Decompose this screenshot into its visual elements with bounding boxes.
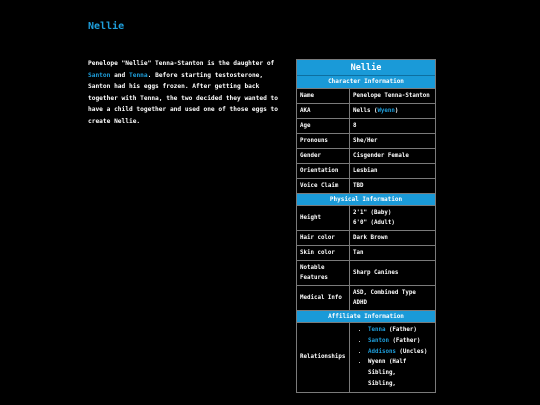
affiliate-info-header: Affiliate Information	[297, 310, 435, 322]
intro-text: and	[110, 71, 129, 79]
affiliate-info-table	[297, 322, 435, 392]
link-wyenn[interactable]: Wyenn	[377, 108, 395, 114]
table-row	[297, 286, 435, 311]
row-label: Name	[297, 89, 350, 104]
row-label: AKA	[297, 104, 350, 119]
relation-note: (Father)	[385, 327, 417, 333]
page-title: Nellie	[88, 21, 125, 32]
character-info-table	[297, 88, 435, 193]
height-baby: 2'1" (Baby)	[353, 210, 392, 216]
link-tenna[interactable]: Tenna	[129, 71, 148, 79]
row-label: Height	[297, 206, 350, 231]
relation-note: (Uncles)	[395, 348, 428, 355]
row-value: Dark Brown	[350, 231, 436, 246]
aka-suffix: )	[394, 108, 399, 114]
table-row	[297, 89, 435, 104]
table-row	[297, 104, 435, 119]
list-item	[368, 357, 432, 389]
row-value: TBD	[350, 179, 436, 194]
row-label: Pronouns	[297, 134, 350, 149]
link-santon[interactable]: Santon	[368, 337, 389, 344]
row-label: Notable Features	[297, 261, 350, 286]
row-label: Age	[297, 119, 350, 134]
table-row	[297, 119, 435, 134]
intro-text: is the daughter of	[203, 60, 275, 67]
link-santon[interactable]: Santon	[88, 71, 111, 79]
relation-name: Wyenn	[368, 359, 386, 366]
row-value: 8	[350, 119, 436, 134]
row-value: Tan	[350, 246, 436, 261]
table-row	[297, 149, 435, 164]
table-row	[297, 231, 435, 246]
row-value: Cisgender Female	[350, 149, 436, 164]
physical-info-table	[297, 205, 435, 310]
list-item	[368, 347, 432, 358]
list-item	[368, 325, 432, 336]
infobox-title: Nellie	[297, 60, 435, 75]
intro-paragraph	[88, 58, 278, 128]
intro-text: . Before starting testosterone, Santon had his eggs frozen. After getting back together with Tenna, the two decided they wanted to have a child together and used one of those eggs to create Nellie.	[88, 71, 278, 125]
row-value	[350, 104, 436, 119]
infobox-subtitle: Character Information	[297, 75, 435, 88]
table-row	[297, 323, 435, 392]
row-label: Hair color	[297, 231, 350, 246]
link-tenna[interactable]: Tenna	[368, 327, 386, 333]
row-value: Sharp Canines	[350, 261, 436, 286]
row-label: Voice Claim	[297, 179, 350, 194]
character-infobox	[296, 59, 436, 393]
row-label: Gender	[297, 149, 350, 164]
height-adult: 6'0" (Adult)	[353, 220, 395, 226]
table-row	[297, 261, 435, 286]
row-value: She/Her	[350, 134, 436, 149]
table-row	[297, 164, 435, 179]
list-item	[368, 336, 432, 347]
table-row	[297, 246, 435, 261]
row-value	[350, 323, 436, 392]
intro-name: Penelope "Nellie" Tenna-Stanton	[88, 60, 204, 67]
aka-prefix: Nells (	[353, 108, 378, 114]
physical-info-header: Physical Information	[297, 193, 435, 205]
table-row	[297, 179, 435, 194]
row-label: Orientation	[297, 164, 350, 179]
row-value: Penelope Tenna-Stanton	[350, 89, 436, 104]
row-label: Relationships	[297, 323, 350, 392]
relation-note-continued: Sibling,	[368, 380, 396, 387]
row-label: Medical Info	[297, 286, 350, 311]
link-addisons[interactable]: Addisons	[368, 348, 396, 355]
row-value: ASD, Combined Type ADHD	[350, 286, 436, 311]
row-value	[350, 206, 436, 231]
table-row	[297, 206, 435, 231]
table-row	[297, 134, 435, 149]
row-label: Skin color	[297, 246, 350, 261]
relationships-list	[353, 325, 432, 390]
relation-note: (Half Sibling,	[368, 359, 407, 377]
row-value: Lesbian	[350, 164, 436, 179]
relation-note: (Father)	[388, 337, 421, 344]
